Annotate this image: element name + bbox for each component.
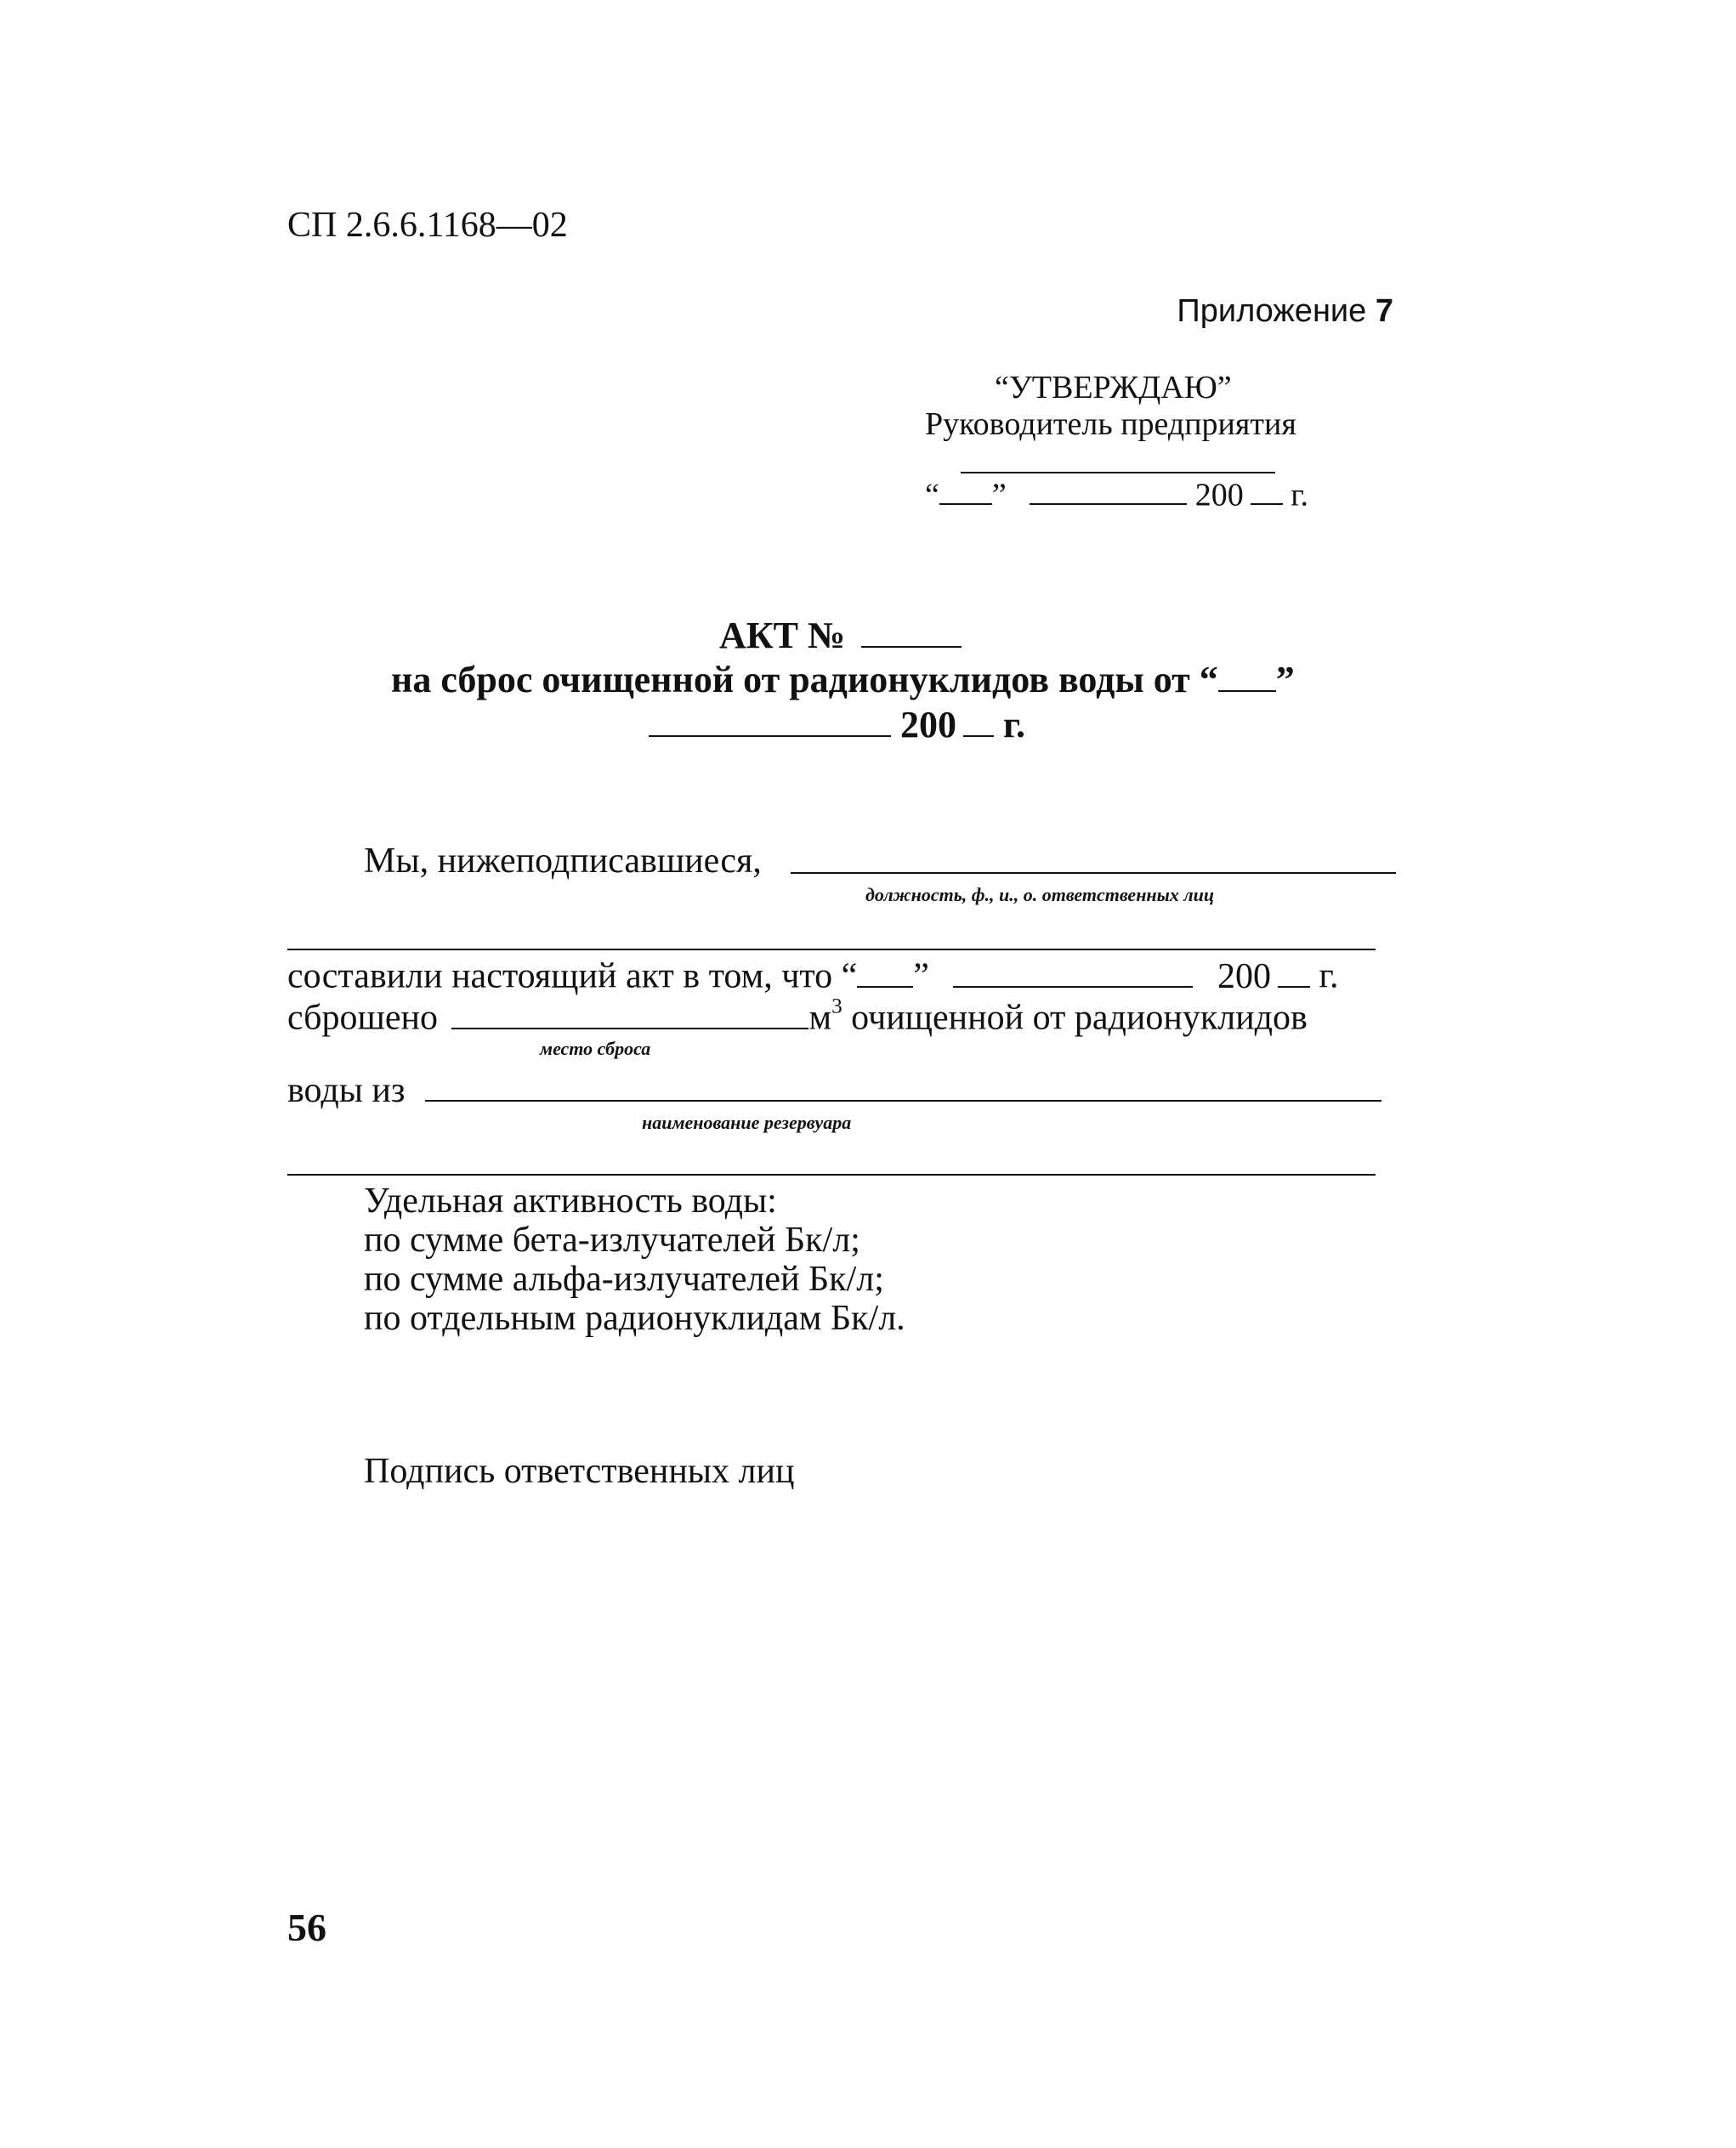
dumped-rest: очищенной от радионуклидов	[851, 998, 1308, 1038]
act-title	[719, 616, 962, 655]
reservoir-continuation-line	[287, 1174, 1376, 1176]
act-subtitle-text: на сброс очищенной от радионуклидов воды от	[391, 659, 1190, 701]
reservoir-line	[425, 1100, 1381, 1102]
composed-year-suffix: г.	[1319, 956, 1339, 996]
dumped-unit: м	[808, 998, 832, 1038]
composed-close-quote: ”	[913, 956, 929, 996]
approval-date-open-quote: “	[925, 477, 939, 513]
approval-year-suffix: г.	[1291, 477, 1309, 513]
composed-year-blank	[1278, 957, 1310, 988]
act-year: 200	[900, 704, 956, 746]
composed-text-row	[287, 957, 1338, 995]
water-from-text: воды из	[287, 1071, 406, 1110]
approval-date-close-quote: ”	[991, 477, 1007, 513]
appendix-label: Приложение	[1177, 293, 1367, 329]
page-number: 56	[287, 1906, 326, 1949]
approval-month-blank	[1030, 478, 1187, 505]
approval-position: Руководитель предприятия	[925, 406, 1296, 442]
approval-day-blank	[939, 478, 992, 505]
composed-month-blank	[953, 957, 1193, 988]
activity-item: по сумме альфа-излучателей Бк/л;	[364, 1260, 884, 1299]
approval-signature-line	[961, 472, 1275, 473]
reservoir-caption: наименование резервуара	[642, 1112, 852, 1133]
dumped-text: сброшено	[287, 998, 438, 1038]
persons-line	[791, 872, 1396, 874]
appendix-number: 7	[1375, 293, 1393, 329]
activity-item: по отдельным радионуклидам Бк/л.	[364, 1299, 905, 1338]
dumped-text-row	[287, 995, 1308, 1038]
document-code: СП 2.6.6.1168—02	[287, 206, 568, 245]
signature-label: Подпись ответственных лиц	[364, 1452, 795, 1491]
approval-year-blank	[1251, 478, 1283, 505]
act-number-blank	[861, 616, 962, 648]
act-subtitle-open-quote: “	[1199, 659, 1218, 701]
act-year-blank	[963, 706, 994, 737]
act-title-date	[649, 706, 1025, 744]
act-subtitle-close-quote: ”	[1275, 659, 1295, 701]
composed-year: 200	[1217, 956, 1271, 996]
act-label: АКТ №	[719, 615, 846, 657]
appendix-heading	[1177, 295, 1393, 327]
approval-date	[925, 478, 1308, 511]
act-year-suffix: г.	[1003, 704, 1026, 746]
composed-text: составили настоящий акт в том, что	[287, 956, 833, 996]
act-day-blank	[1218, 660, 1276, 692]
activity-heading: Удельная активность воды:	[364, 1182, 777, 1221]
dumped-unit-power: 3	[831, 995, 842, 1018]
composed-open-quote: “	[841, 956, 858, 996]
dumped-place-blank	[451, 999, 808, 1029]
act-month-blank	[649, 706, 891, 737]
act-subtitle	[391, 660, 1295, 699]
persons-caption: должность, ф., и., о. ответственных лиц	[865, 884, 1215, 905]
we-signed-text: Мы, нижеподписавшиеся,	[364, 842, 762, 881]
composed-day-blank	[857, 957, 913, 988]
activity-item: по сумме бета-излучателей Бк/л;	[364, 1221, 860, 1260]
place-caption: место сброса	[540, 1038, 651, 1059]
approval-stamp: “УТВЕРЖДАЮ”	[995, 370, 1232, 405]
persons-continuation-line	[287, 949, 1376, 950]
approval-year: 200	[1194, 477, 1244, 513]
